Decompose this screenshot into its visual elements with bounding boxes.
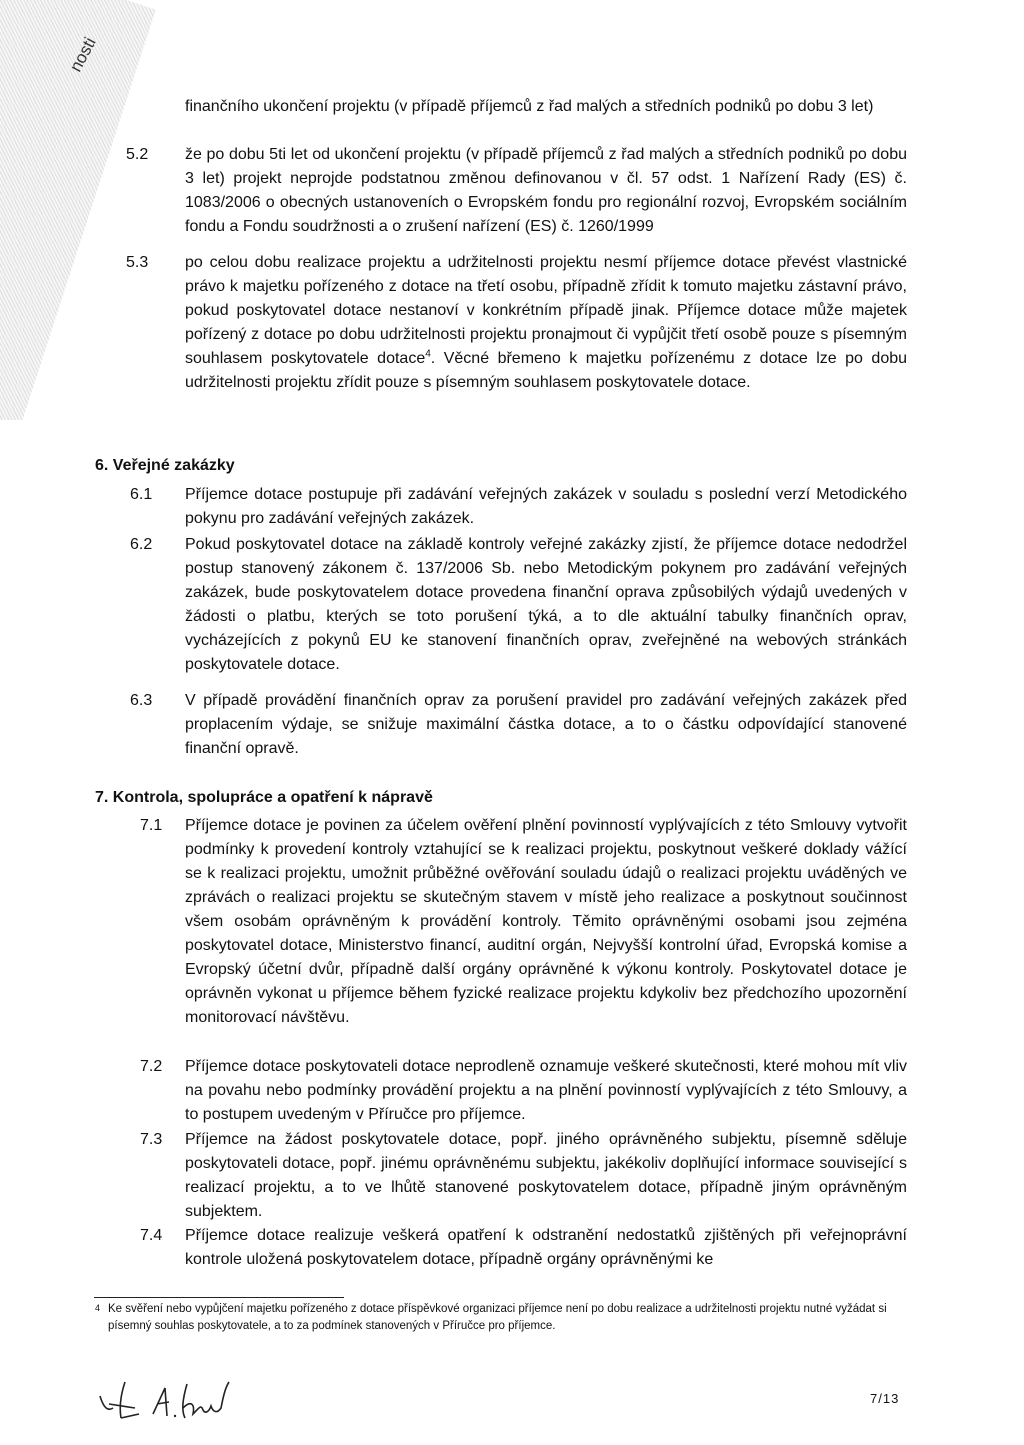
clause-number: 7.4 (140, 1227, 163, 1244)
clause-5-1-continuation: finančního ukončení projektu (v případě příjemců z řad malých a středních podniků po dobu 3 let) (185, 98, 874, 115)
footnote-separator (94, 1297, 344, 1298)
clause-number: 5.2 (126, 146, 149, 163)
clause-6-1-text: Příjemce dotace postupuje při zadávání veřejných zakázek v souladu s poslední verzí Metodického pokynu pro zadávání veřejných zakázek. (185, 486, 907, 527)
clause-number: 7.1 (140, 817, 163, 834)
clause-number: 7.2 (140, 1058, 163, 1075)
clause-5-3-text: po celou dobu realizace projektu a udržitelnosti projektu nesmí příjemce dotace převést vlastnické právo k majetku pořízeného z dotace na třetí osobu, případně zřídit k tomuto majetku zástavní právo, pokud poskytovatel dotace nestanoví v konkrétním případě jinak. Příjemce dotace může majetek pořízený z dotace po dobu udržitelnosti projektu pronajmout či vypůjčit třetí osobě pouze s písemným souhlasem poskytovatele dotace$^4$. Věcné břemeno k majetku pořízenému z dotace lze po dobu udržitelnosti projektu zřídit pouze s písemným souhlasem poskytovatele dotace. (185, 254, 908, 391)
clause-7-4-text: Příjemce dotace realizuje veškerá opatření k odstranění nedostatků zjištěných při veřejnoprávní kontrole uložená poskytovatelem dotace, případně orgány oprávněnými ke (185, 1227, 907, 1268)
section-heading-6: 6. Veřejné zakázky (95, 457, 235, 474)
clause-number: 7.3 (140, 1131, 163, 1148)
footnote-mark: 4 (95, 1303, 101, 1313)
clause-number: 6.3 (130, 692, 153, 709)
clause-number: 5.3 (126, 254, 149, 271)
clause-number: 6.1 (130, 486, 153, 503)
section-heading-7: 7. Kontrola, spolupráce a opatření k nápravě (95, 789, 433, 806)
clause-5-2-text: že po dobu 5ti let od ukončení projektu (v případě příjemců z řad malých a středních podniků po dobu 3 let) projekt neprojde podstatnou změnou definovanou v čl. 57 odst. 1 Nařízení Rady (ES) č. 1083/2006 o obecných ustanoveních o Evropském fondu pro regionální rozvoj, Evropském sociálním fondu a Fondu soudržnosti a o zrušení nařízení (ES) č. 1260/1999 (185, 146, 907, 235)
clause-6-3-text: V případě provádění finančních oprav za porušení pravidel pro zadávání veřejných zakázek před proplacením výdaje, se snižuje maximální částka dotace, a to o částku odpovídající stanovené finanční opravě. (185, 692, 907, 757)
stamp-text: nosti (66, 34, 100, 75)
footnote-reference[interactable]: 4 (425, 348, 431, 360)
page-number: 7/13 (870, 1391, 900, 1406)
clause-6-2-text: Pokud poskytovatel dotace na základě kontroly veřejné zakázky zjistí, že příjemce dotace nedodržel postup stanovený zákonem č. 137/2006 Sb. nebo Metodickým pokynem pro zadávání veřejných zakázek, bude poskytovatelem dotace provedena finanční oprava způsobilých výdajů uvedených v žádosti o platbu, kterých se toto porušení týká, a to dle aktuální tabulky finančních oprav, vycházejících z pokynů EU ke stanovení finančních oprav, zveřejněné na webových stránkách poskytovatele dotace. (185, 536, 907, 673)
clause-7-1-text: Příjemce dotace je povinen za účelem ověření plnění povinností vyplývajících z této Smlouvy vytvořit podmínky k provedení kontroly vztahující se k realizaci projektu, poskytnout veškeré doklady vážící se k realizaci projektu, umožnit průběžné ověřování souladu údajů o realizaci projektu uváděných ve zprávách o realizaci projektu se skutečným stavem v místě jeho realizace a poskytnout součinnost všem osobám oprávněným k provádění kontroly. Těmito oprávněnými osobami jsou zejména poskytovatel dotace, Ministerstvo financí, auditní orgán, Nejvyšší kontrolní úřad, Evropská komise a Evropský účetní dvůr, případně další orgány oprávněné k výkonu kontroly. Poskytovatel dotace je oprávněn vykonat u příjemce během fyzické realizace projektu kdykoliv bez předchozího upozornění monitorovací návštěvu. (185, 817, 907, 1026)
signature (95, 1378, 235, 1428)
clause-7-3-text: Příjemce na žádost poskytovatele dotace, popř. jiného oprávněného subjektu, písemně sděluje poskytovateli dotace, popř. jinému oprávněnému subjektu, jakékoliv doplňující informace související s realizací projektu, a to ve lhůtě stanovené poskytovatelem dotace, případně jiným oprávněným subjektem. (185, 1131, 907, 1220)
clause-number: 6.2 (130, 536, 153, 553)
footnote-text: Ke svěření nebo vypůjčení majetku pořízeného z dotace příspěvkové organizaci příjemce není po dobu realizace a udržitelnosti projektu nutné vyžádat si písemný souhlas poskytovatele, a to za podmínek stanovených v Příručce pro příjemce. (108, 1303, 887, 1332)
stamp-watermark (0, 0, 200, 420)
clause-7-2-text: Příjemce dotace poskytovateli dotace neprodleně oznamuje veškeré skutečnosti, které mohou mít vliv na povahu nebo podmínky provádění projektu a na plnění povinností vyplývajících z této Smlouvy, a to postupem uvedeným v Příručce pro příjemce. (185, 1058, 907, 1123)
